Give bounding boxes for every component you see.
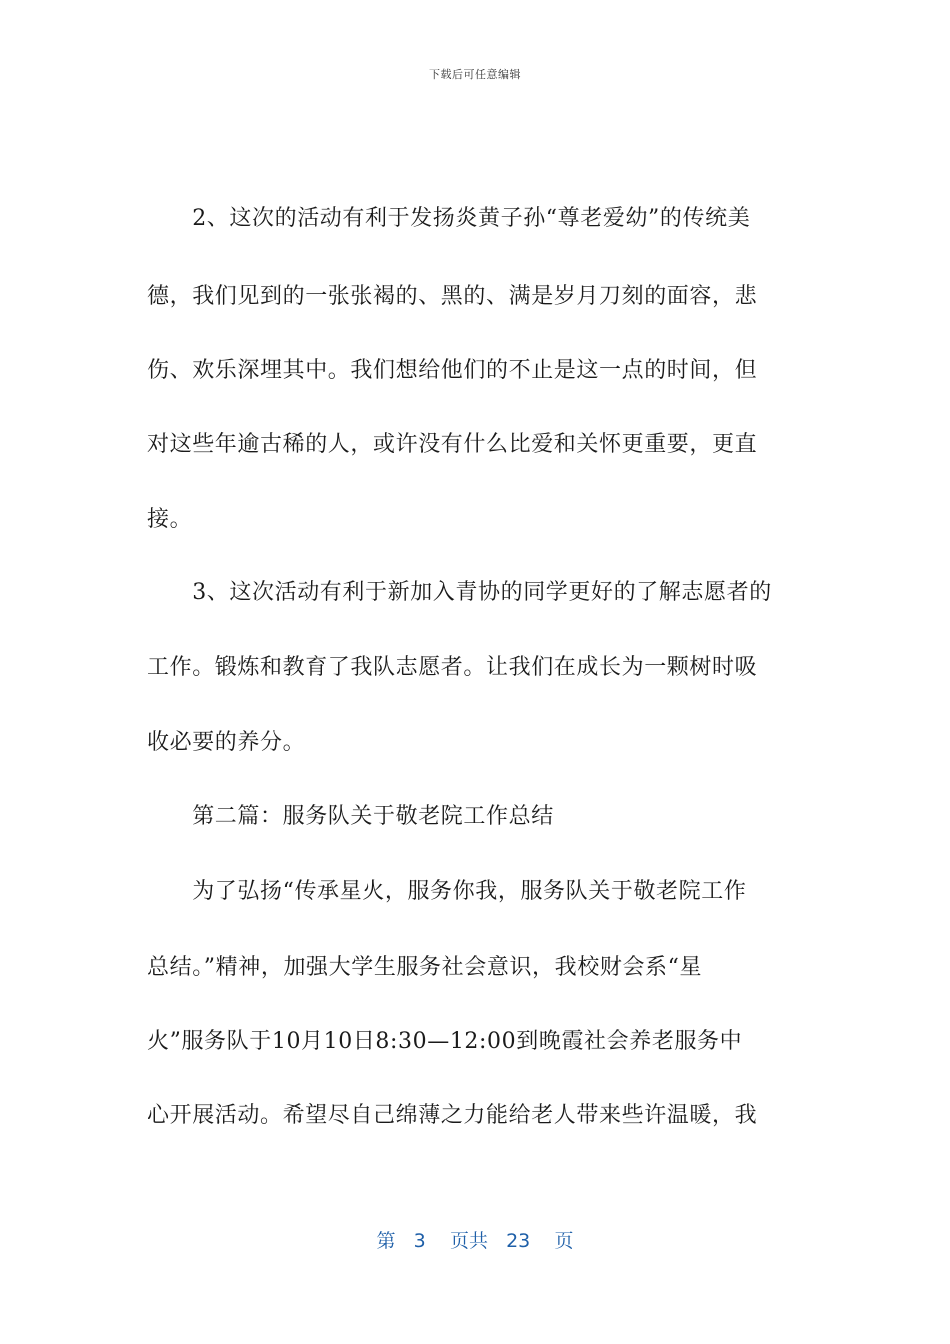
current-page-number: 3 bbox=[413, 1230, 426, 1252]
body-line: 火”服务队于10月10日8:30—12:00到晚霞社会养老服务中 bbox=[147, 1029, 743, 1054]
section-heading: 第二篇：服务队关于敬老院工作总结 bbox=[147, 804, 554, 829]
page-label-suffix: 页 bbox=[554, 1230, 574, 1252]
page-label-prefix: 第 bbox=[376, 1230, 396, 1252]
body-line: 2、这次的活动有利于发扬炎黄子孙“尊老爱幼”的传统美 bbox=[147, 206, 751, 231]
body-line: 接。 bbox=[147, 507, 193, 532]
page-footer bbox=[0, 1226, 950, 1253]
body-line: 总结。”精神，加强大学生服务社会意识，我校财会系“星 bbox=[147, 955, 703, 980]
total-pages-number: 23 bbox=[506, 1230, 531, 1252]
page-header: 下载后可任意编辑 bbox=[429, 68, 521, 81]
body-line: 工作。锻炼和教育了我队志愿者。让我们在成长为一颗树时吸 bbox=[147, 655, 758, 680]
body-line: 3、这次活动有利于新加入青协的同学更好的了解志愿者的 bbox=[147, 580, 772, 605]
body-line: 伤、欢乐深埋其中。我们想给他们的不止是这一点的时间，但 bbox=[147, 358, 758, 383]
body-line: 德，我们见到的一张张褐的、黑的、满是岁月刀刻的面容，悲 bbox=[147, 284, 758, 309]
body-line: 心开展活动。希望尽自己绵薄之力能给老人带来些许温暖，我 bbox=[147, 1103, 758, 1128]
body-line: 对这些年逾古稀的人，或许没有什么比爱和关怀更重要，更直 bbox=[147, 432, 758, 457]
body-line: 为了弘扬“传承星火，服务你我，服务队关于敬老院工作 bbox=[147, 879, 747, 904]
body-line: 收必要的养分。 bbox=[147, 730, 306, 755]
page-label-mid: 页共 bbox=[449, 1230, 488, 1252]
